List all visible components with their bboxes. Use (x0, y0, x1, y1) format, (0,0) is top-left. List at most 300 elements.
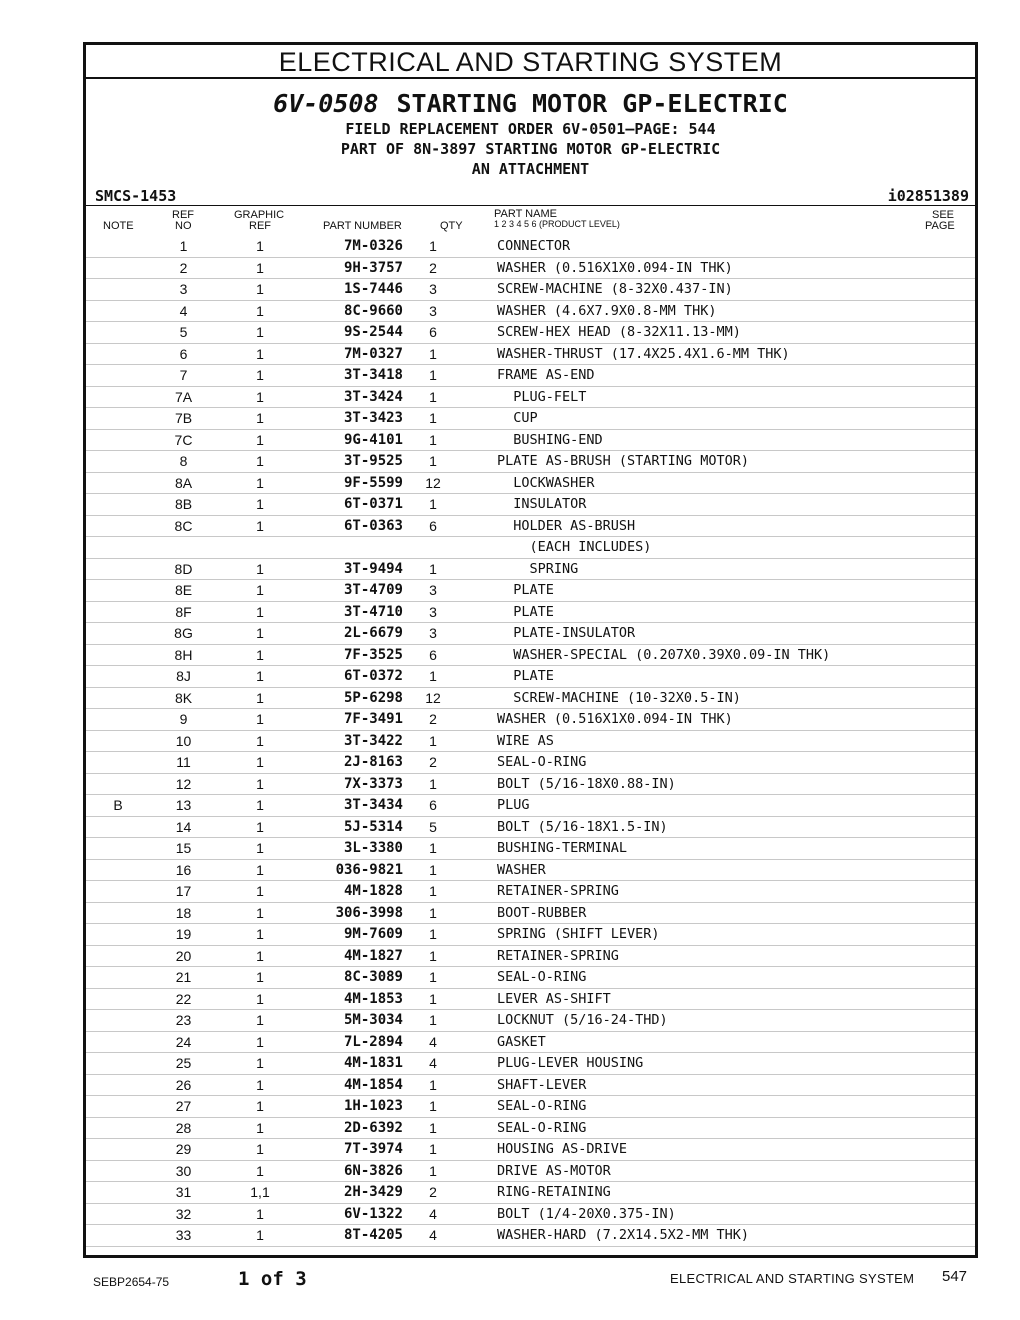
graphic-ref-cell: 1 (217, 752, 303, 774)
qty-cell: 4 (411, 1225, 455, 1247)
table-row (86, 644, 975, 666)
graphic-ref-cell: 1 (217, 1053, 303, 1075)
ref-number-cell: 7B (150, 408, 217, 430)
note-cell (86, 1203, 150, 1225)
qty-cell: 6 (411, 644, 455, 666)
table-row (86, 537, 975, 559)
ref-number-cell: 3 (150, 279, 217, 301)
graphic-ref-cell: 1 (217, 558, 303, 580)
graphic-ref-cell: 1 (217, 386, 303, 408)
part-number-cell: 1S-7446 (303, 279, 411, 301)
part-number-cell: 3T-3423 (303, 408, 411, 430)
table-row (86, 386, 975, 408)
qty-cell: 1 (411, 988, 455, 1010)
part-name-cell: PLATE AS-BRUSH (STARTING MOTOR) (455, 451, 975, 473)
ref-number-cell: 15 (150, 838, 217, 860)
table-row (86, 343, 975, 365)
qty-cell: 1 (411, 1074, 455, 1096)
note-cell (86, 1117, 150, 1139)
qty-cell: 1 (411, 773, 455, 795)
page-footer (0, 1265, 1020, 1295)
ref-number-cell: 17 (150, 881, 217, 903)
note-cell (86, 408, 150, 430)
note-cell (86, 967, 150, 989)
qty-cell: 1 (411, 1117, 455, 1139)
part-name-cell: CUP (455, 408, 975, 430)
note-cell (86, 945, 150, 967)
graphic-ref-cell: 1 (217, 515, 303, 537)
table-row (86, 1074, 975, 1096)
qty-cell: 1 (411, 967, 455, 989)
graphic-ref-cell: 1 (217, 859, 303, 881)
table-row (86, 924, 975, 946)
qty-cell: 3 (411, 279, 455, 301)
part-number-cell: 4M-1854 (303, 1074, 411, 1096)
part-number-cell: 9H-3757 (303, 257, 411, 279)
table-row (86, 687, 975, 709)
part-name-cell: WASHER-SPECIAL (0.207X0.39X0.09-IN THK) (455, 644, 975, 666)
table-row (86, 408, 975, 430)
graphic-ref-cell: 1 (217, 472, 303, 494)
note-cell (86, 752, 150, 774)
note-cell (86, 773, 150, 795)
ref-number-cell: 8A (150, 472, 217, 494)
qty-cell: 1 (411, 838, 455, 860)
col-part-number: PART NUMBER (323, 220, 402, 232)
part-name-cell: BUSHING-END (455, 429, 975, 451)
qty-cell: 1 (411, 1139, 455, 1161)
table-row (86, 365, 975, 387)
part-number-cell: 7L-2894 (303, 1031, 411, 1053)
qty-cell (411, 537, 455, 559)
ref-number-cell (150, 537, 217, 559)
table-row (86, 881, 975, 903)
note-cell (86, 709, 150, 731)
part-number-cell: 3T-3434 (303, 795, 411, 817)
part-number-cell: 3T-3424 (303, 386, 411, 408)
part-number-cell: 6V-1322 (303, 1203, 411, 1225)
table-row (86, 494, 975, 516)
part-number-cell: 4M-1828 (303, 881, 411, 903)
part-number-cell: 3T-9525 (303, 451, 411, 473)
part-name-cell: SHAFT-LEVER (455, 1074, 975, 1096)
part-number-cell: 2D-6392 (303, 1117, 411, 1139)
part-name-cell: BOOT-RUBBER (455, 902, 975, 924)
part-number-cell: 2J-8163 (303, 752, 411, 774)
graphic-ref-cell: 1 (217, 816, 303, 838)
column-header (86, 206, 975, 236)
qty-cell: 1 (411, 945, 455, 967)
table-row (86, 1139, 975, 1161)
ref-number-cell: 6 (150, 343, 217, 365)
part-name-cell: LOCKNUT (5/16-24-THD) (455, 1010, 975, 1032)
part-number-cell: 8C-3089 (303, 967, 411, 989)
qty-cell: 6 (411, 322, 455, 344)
ref-number-cell: 9 (150, 709, 217, 731)
note-cell (86, 580, 150, 602)
part-number-cell: 4M-1831 (303, 1053, 411, 1075)
table-row (86, 1031, 975, 1053)
part-number-cell: 6T-0371 (303, 494, 411, 516)
qty-cell: 6 (411, 795, 455, 817)
part-name-cell: LEVER AS-SHIFT (455, 988, 975, 1010)
graphic-ref-cell: 1 (217, 429, 303, 451)
col-graphic-bottom: REF (249, 220, 271, 232)
ref-number-cell: 8H (150, 644, 217, 666)
col-part-name: PART NAME (494, 208, 557, 220)
part-name-cell: WIRE AS (455, 730, 975, 752)
table-row (86, 623, 975, 645)
ref-number-cell: 29 (150, 1139, 217, 1161)
graphic-ref-cell: 1 (217, 1031, 303, 1053)
part-name-cell: WASHER (0.516X1X0.094-IN THK) (455, 257, 975, 279)
graphic-ref-cell: 1 (217, 1074, 303, 1096)
graphic-ref-cell: 1 (217, 644, 303, 666)
ref-number-cell: 14 (150, 816, 217, 838)
part-number-cell: 5M-3034 (303, 1010, 411, 1032)
table-row (86, 752, 975, 774)
part-number-cell: 1H-1023 (303, 1096, 411, 1118)
qty-cell: 3 (411, 601, 455, 623)
table-row (86, 859, 975, 881)
ref-number-cell: 8E (150, 580, 217, 602)
qty-cell: 1 (411, 902, 455, 924)
ref-number-cell: 16 (150, 859, 217, 881)
note-cell (86, 558, 150, 580)
part-name-cell: PLUG-FELT (455, 386, 975, 408)
ref-number-cell: 25 (150, 1053, 217, 1075)
table-row (86, 601, 975, 623)
field-replacement-line: FIELD REPLACEMENT ORDER 6V-0501—PAGE: 544 (345, 120, 716, 138)
ref-number-cell: 7A (150, 386, 217, 408)
table-row (86, 279, 975, 301)
ref-number-cell: 1 (150, 236, 217, 257)
part-name-cell: INSULATOR (455, 494, 975, 516)
table-row (86, 1010, 975, 1032)
part-name-cell: BOLT (5/16-18X1.5-IN) (455, 816, 975, 838)
footer-page-of: 1 of 3 (238, 1268, 307, 1290)
part-name-cell: SEAL-O-RING (455, 752, 975, 774)
table-row (86, 1117, 975, 1139)
qty-cell: 2 (411, 709, 455, 731)
ref-number-cell: 5 (150, 322, 217, 344)
part-name-cell: WASHER (455, 859, 975, 881)
graphic-ref-cell: 1 (217, 902, 303, 924)
ref-number-cell: 28 (150, 1117, 217, 1139)
note-cell (86, 1096, 150, 1118)
table-row (86, 902, 975, 924)
qty-cell: 1 (411, 236, 455, 257)
part-name-cell: SEAL-O-RING (455, 967, 975, 989)
table-row (86, 773, 975, 795)
part-number-cell: 6N-3826 (303, 1160, 411, 1182)
part-number-cell: 7X-3373 (303, 773, 411, 795)
qty-cell: 12 (411, 472, 455, 494)
qty-cell: 1 (411, 451, 455, 473)
footer-section: ELECTRICAL AND STARTING SYSTEM (670, 1271, 915, 1286)
graphic-ref-cell: 1 (217, 924, 303, 946)
table-row (86, 558, 975, 580)
table-row (86, 1225, 975, 1247)
part-number-cell (303, 537, 411, 559)
part-name-cell: PLATE-INSULATOR (455, 623, 975, 645)
graphic-ref-cell (217, 537, 303, 559)
part-number-cell: 2L-6679 (303, 623, 411, 645)
parts-table-body (86, 236, 975, 1246)
note-cell (86, 838, 150, 860)
part-name-cell: HOUSING AS-DRIVE (455, 1139, 975, 1161)
note-cell (86, 1010, 150, 1032)
qty-cell: 1 (411, 1010, 455, 1032)
graphic-ref-cell: 1 (217, 1096, 303, 1118)
qty-cell: 3 (411, 623, 455, 645)
qty-cell: 2 (411, 257, 455, 279)
ref-number-cell: 27 (150, 1096, 217, 1118)
part-number-cell: 3T-3422 (303, 730, 411, 752)
qty-cell: 1 (411, 365, 455, 387)
part-name-cell: LOCKWASHER (455, 472, 975, 494)
graphic-ref-cell: 1 (217, 279, 303, 301)
part-name-cell: SPRING (455, 558, 975, 580)
table-row (86, 795, 975, 817)
note-cell (86, 365, 150, 387)
graphic-ref-cell: 1 (217, 988, 303, 1010)
section-title: ELECTRICAL AND STARTING SYSTEM (86, 45, 975, 79)
group-title (86, 89, 975, 119)
ref-number-cell: 8J (150, 666, 217, 688)
part-name-cell: WASHER (0.516X1X0.094-IN THK) (455, 709, 975, 731)
part-number-cell: 7F-3525 (303, 644, 411, 666)
graphic-ref-cell: 1 (217, 1203, 303, 1225)
note-cell (86, 1053, 150, 1075)
parts-table (86, 236, 975, 1247)
part-name-cell: PLATE (455, 601, 975, 623)
graphic-ref-cell: 1 (217, 257, 303, 279)
part-name-cell: BOLT (1/4-20X0.375-IN) (455, 1203, 975, 1225)
ref-number-cell: 8D (150, 558, 217, 580)
note-cell (86, 236, 150, 257)
table-row (86, 580, 975, 602)
part-name-cell: BUSHING-TERMINAL (455, 838, 975, 860)
group-header (86, 89, 975, 179)
part-name-cell: PLUG-LEVER HOUSING (455, 1053, 975, 1075)
qty-cell: 1 (411, 1160, 455, 1182)
note-cell (86, 515, 150, 537)
note-cell (86, 601, 150, 623)
ref-number-cell: 8F (150, 601, 217, 623)
part-name-cell: DRIVE AS-MOTOR (455, 1160, 975, 1182)
part-name-cell: FRAME AS-END (455, 365, 975, 387)
ref-number-cell: 7C (150, 429, 217, 451)
graphic-ref-cell: 1 (217, 580, 303, 602)
part-number-cell: 3T-4710 (303, 601, 411, 623)
note-cell (86, 666, 150, 688)
graphic-ref-cell: 1 (217, 709, 303, 731)
table-row (86, 1096, 975, 1118)
qty-cell: 5 (411, 816, 455, 838)
ref-number-cell: 8B (150, 494, 217, 516)
qty-cell: 1 (411, 558, 455, 580)
part-name-cell: WASHER-HARD (7.2X14.5X2-MM THK) (455, 1225, 975, 1247)
table-row (86, 730, 975, 752)
ref-number-cell: 24 (150, 1031, 217, 1053)
col-qty: QTY (440, 220, 463, 232)
graphic-ref-cell: 1 (217, 451, 303, 473)
note-cell (86, 1031, 150, 1053)
qty-cell: 4 (411, 1203, 455, 1225)
graphic-ref-cell: 1 (217, 795, 303, 817)
note-cell (86, 1225, 150, 1247)
note-cell (86, 816, 150, 838)
ref-number-cell: 8G (150, 623, 217, 645)
graphic-ref-cell: 1,1 (217, 1182, 303, 1204)
footer-page-number: 547 (942, 1268, 968, 1285)
ref-number-cell: 10 (150, 730, 217, 752)
col-note: NOTE (103, 220, 134, 232)
graphic-ref-cell: 1 (217, 1010, 303, 1032)
ref-number-cell: 18 (150, 902, 217, 924)
note-cell (86, 429, 150, 451)
table-row (86, 1160, 975, 1182)
smcs-code: SMCS-1453 (95, 187, 177, 205)
note-cell (86, 902, 150, 924)
table-row (86, 967, 975, 989)
footer-doc-number: SEBP2654-75 (93, 1275, 170, 1289)
part-number-cell: 7M-0327 (303, 343, 411, 365)
part-name-cell: RETAINER-SPRING (455, 881, 975, 903)
col-product-levels: 1 2 3 4 5 6 (PRODUCT LEVEL) (494, 219, 620, 229)
graphic-ref-cell: 1 (217, 236, 303, 257)
graphic-ref-cell: 1 (217, 494, 303, 516)
part-name-cell: GASKET (455, 1031, 975, 1053)
part-name-cell: CONNECTOR (455, 236, 975, 257)
part-number-cell: 6T-0372 (303, 666, 411, 688)
graphic-ref-cell: 1 (217, 1160, 303, 1182)
note-cell (86, 494, 150, 516)
qty-cell: 3 (411, 580, 455, 602)
graphic-ref-cell: 1 (217, 300, 303, 322)
note-cell (86, 881, 150, 903)
graphic-ref-cell: 1 (217, 730, 303, 752)
col-graphic-top: GRAPHIC (234, 209, 285, 221)
qty-cell: 1 (411, 429, 455, 451)
qty-cell: 12 (411, 687, 455, 709)
qty-cell: 4 (411, 1053, 455, 1075)
note-cell: B (86, 795, 150, 817)
table-row (86, 666, 975, 688)
part-name-cell: SCREW-MACHINE (8-32X0.437-IN) (455, 279, 975, 301)
part-number-cell: 036-9821 (303, 859, 411, 881)
note-cell (86, 1139, 150, 1161)
ref-number-cell: 2 (150, 257, 217, 279)
graphic-ref-cell: 1 (217, 967, 303, 989)
ref-number-cell: 20 (150, 945, 217, 967)
part-name-cell: PLATE (455, 666, 975, 688)
note-cell (86, 687, 150, 709)
ref-number-cell: 11 (150, 752, 217, 774)
part-name-cell: WASHER-THRUST (17.4X25.4X1.6-MM THK) (455, 343, 975, 365)
ref-number-cell: 22 (150, 988, 217, 1010)
graphic-ref-cell: 1 (217, 1139, 303, 1161)
qty-cell: 1 (411, 408, 455, 430)
table-row (86, 257, 975, 279)
table-row (86, 1053, 975, 1075)
table-row (86, 988, 975, 1010)
part-name-cell: PLUG (455, 795, 975, 817)
illustration-id: i02851389 (887, 187, 969, 205)
graphic-ref-cell: 1 (217, 322, 303, 344)
part-name-cell: SEAL-O-RING (455, 1096, 975, 1118)
qty-cell: 6 (411, 515, 455, 537)
part-name-cell: SEAL-O-RING (455, 1117, 975, 1139)
qty-cell: 1 (411, 730, 455, 752)
qty-cell: 1 (411, 881, 455, 903)
graphic-ref-cell: 1 (217, 773, 303, 795)
part-number-cell: 7M-0326 (303, 236, 411, 257)
note-cell (86, 537, 150, 559)
qty-cell: 1 (411, 924, 455, 946)
graphic-ref-cell: 1 (217, 838, 303, 860)
graphic-ref-cell: 1 (217, 408, 303, 430)
part-name-cell: RETAINER-SPRING (455, 945, 975, 967)
table-row (86, 1182, 975, 1204)
part-of-line: PART OF 8N-3897 STARTING MOTOR GP-ELECTRIC (340, 140, 721, 158)
ref-number-cell: 8C (150, 515, 217, 537)
part-number-cell: 8T-4205 (303, 1225, 411, 1247)
graphic-ref-cell: 1 (217, 945, 303, 967)
note-cell (86, 279, 150, 301)
part-number-cell: 3T-9494 (303, 558, 411, 580)
part-number-cell: 306-3998 (303, 902, 411, 924)
table-row (86, 816, 975, 838)
table-row (86, 236, 975, 257)
part-number-cell: 6T-0363 (303, 515, 411, 537)
part-number-cell: 3L-3380 (303, 838, 411, 860)
table-row (86, 451, 975, 473)
qty-cell: 1 (411, 666, 455, 688)
ref-number-cell: 31 (150, 1182, 217, 1204)
table-row (86, 945, 975, 967)
graphic-ref-cell: 1 (217, 365, 303, 387)
part-number-cell: 4M-1853 (303, 988, 411, 1010)
col-ref-bottom: NO (175, 220, 192, 232)
ref-number-cell: 30 (150, 1160, 217, 1182)
table-row (86, 322, 975, 344)
qty-cell: 2 (411, 752, 455, 774)
part-number-cell: 9G-4101 (303, 429, 411, 451)
ref-number-cell: 8 (150, 451, 217, 473)
graphic-ref-cell: 1 (217, 601, 303, 623)
note-cell (86, 257, 150, 279)
note-cell (86, 322, 150, 344)
part-number-cell: 5J-5314 (303, 816, 411, 838)
part-name-cell: SCREW-MACHINE (10-32X0.5-IN) (455, 687, 975, 709)
ref-number-cell: 13 (150, 795, 217, 817)
ref-number-cell: 26 (150, 1074, 217, 1096)
table-row (86, 472, 975, 494)
note-cell (86, 1182, 150, 1204)
ref-number-cell: 33 (150, 1225, 217, 1247)
qty-cell: 4 (411, 1031, 455, 1053)
graphic-ref-cell: 1 (217, 881, 303, 903)
table-row (86, 300, 975, 322)
qty-cell: 1 (411, 859, 455, 881)
ref-number-cell: 32 (150, 1203, 217, 1225)
part-number-cell: 9S-2544 (303, 322, 411, 344)
note-cell (86, 644, 150, 666)
attachment-line: AN ATTACHMENT (471, 160, 590, 178)
part-name-cell: WASHER (4.6X7.9X0.8-MM THK) (455, 300, 975, 322)
